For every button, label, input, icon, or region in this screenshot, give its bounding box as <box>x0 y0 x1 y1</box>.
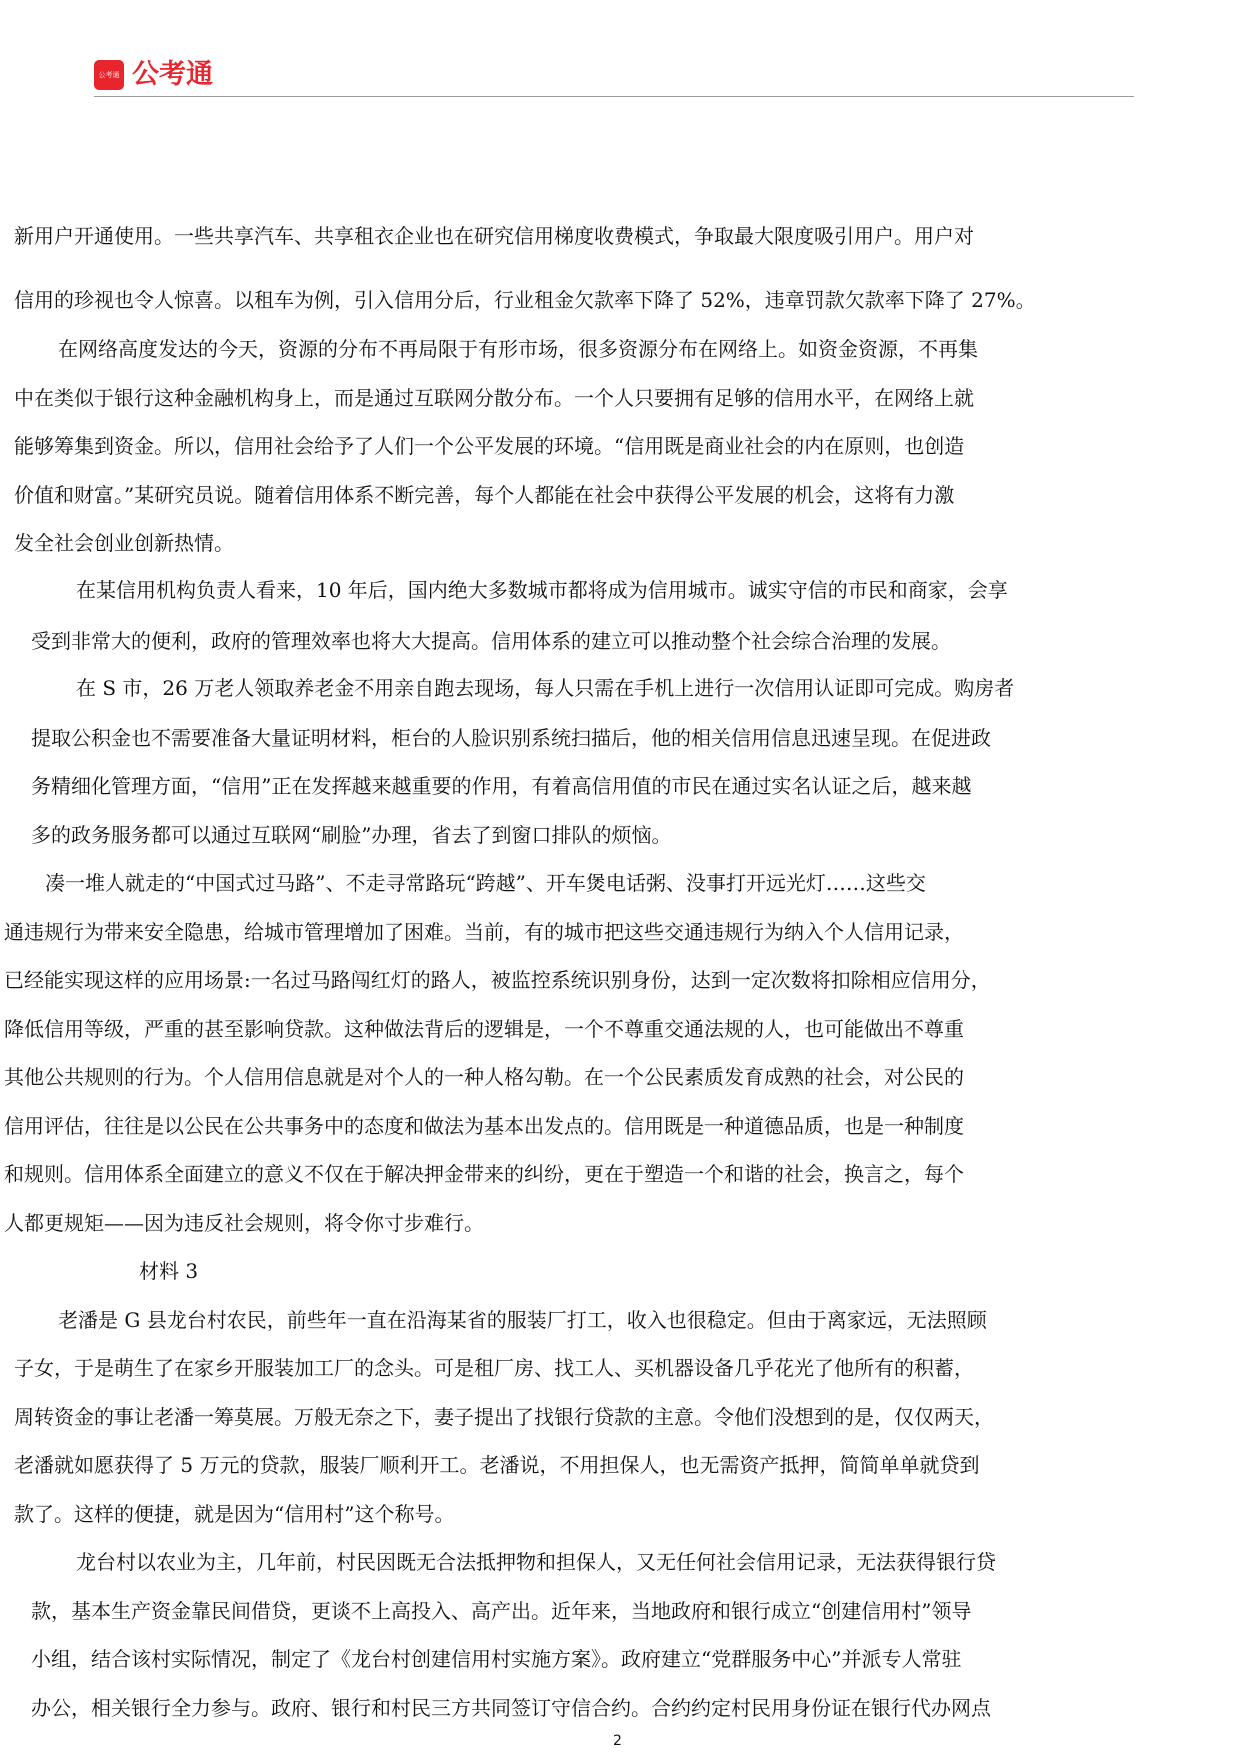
text-line: 在网络高度发达的今天，资源的分布不再局限于有形市场，很多资源分布在网络上。如资金资源，不再集 <box>58 337 978 361</box>
logo-badge: 公考通 <box>94 60 124 90</box>
text-line: 在 S 市，26 万老人领取养老金不用亲自跑去现场，每人只需在手机上进行一次信用认证即可完成。购房者 <box>76 676 1015 700</box>
text-line: 中在类似于银行这种金融机构身上，而是通过互联网分散分布。一个人只要拥有足够的信用水平，在网络上就 <box>14 386 974 410</box>
text-line: 款，基本生产资金靠民间借贷，更谈不上高投入、高产出。近年来，当地政府和银行成立“创建信用村”领导 <box>31 1599 972 1623</box>
page-number: 2 <box>613 1733 622 1749</box>
text-line: 和规则。信用体系全面建立的意义不仅在于解决押金带来的纠纷，更在于塑造一个和谐的社会，换言之，每个 <box>4 1162 964 1186</box>
text-line: 周转资金的事让老潘一筹莫展。万般无奈之下，妻子提出了找银行贷款的主意。令他们没想到的是，仅仅两天， <box>14 1405 994 1429</box>
text-line: 小组，结合该村实际情况，制定了《龙台村创建信用村实施方案》。政府建立“党群服务中心”并派专人常驻 <box>31 1647 962 1671</box>
text-line: 款了。这样的便捷，就是因为“信用村”这个称号。 <box>14 1502 455 1526</box>
logo-text: 公考通 <box>132 59 213 90</box>
text-line: 新用户开通使用。一些共享汽车、共享租衣企业也在研究信用梯度收费模式，争取最大限度吸引用户。用户对 <box>14 224 974 248</box>
text-line: 老潘就如愿获得了 5 万元的贷款，服装厂顺利开工。老潘说，不用担保人，也无需资产抵押，简简单单就贷到 <box>14 1453 980 1477</box>
text-line: 子女，于是萌生了在家乡开服装加工厂的念头。可是租厂房、找工人、买机器设备几乎花光了他所有的积蓄， <box>14 1356 974 1380</box>
text-line: 人都更规矩——因为违反社会规则，将令你寸步难行。 <box>4 1211 484 1235</box>
text-line: 能够筹集到资金。所以，信用社会给予了人们一个公平发展的环境。“信用既是商业社会的内在原则，也创造 <box>14 434 965 458</box>
text-line: 多的政务服务都可以通过互联网“刷脸”办理，省去了到窗口排队的烦恼。 <box>31 823 672 847</box>
text-line: 办公，相关银行全力参与。政府、银行和村民三方共同签订守信合约。合约约定村民用身份证在银行代办网点 <box>31 1696 991 1720</box>
text-line: 信用的珍视也令人惊喜。以租车为例，引入信用分后，行业租金欠款率下降了 52%，违章罚款欠款率下降了 27%。 <box>14 288 1036 312</box>
section-heading: 材料 3 <box>139 1259 199 1283</box>
text-line: 发全社会创业创新热情。 <box>14 531 234 555</box>
text-line: 龙台村以农业为主，几年前，村民因既无合法抵押物和担保人，又无任何社会信用记录，无法获得银行贷 <box>76 1550 996 1574</box>
text-line: 信用评估，往往是以公民在公共事务中的态度和做法为基本出发点的。信用既是一种道德品质，也是一种制度 <box>4 1114 964 1138</box>
page-header <box>94 57 1134 97</box>
text-line: 已经能实现这样的应用场景:一名过马路闯红灯的路人，被监控系统识别身份，达到一定次数将扣除相应信用分， <box>4 968 991 992</box>
text-line: 受到非常大的便利，政府的管理效率也将大大提高。信用体系的建立可以推动整个社会综合治理的发展。 <box>31 629 951 653</box>
text-line: 务精细化管理方面，“信用”正在发挥越来越重要的作用，有着高信用值的市民在通过实名认证之后，越来越 <box>31 774 972 798</box>
text-line: 通违规行为带来安全隐患，给城市管理增加了困难。当前，有的城市把这些交通违规行为纳入个人信用记录， <box>4 920 964 944</box>
header-divider <box>94 96 1134 97</box>
text-line: 提取公积金也不需要准备大量证明材料，柜台的人脸识别系统扫描后，他的相关信用信息迅速呈现。在促进政 <box>31 726 991 750</box>
text-line: 在某信用机构负责人看来，10 年后，国内绝大多数城市都将成为信用城市。诚实守信的市民和商家，会享 <box>76 578 1008 602</box>
text-line: 降低信用等级，严重的甚至影响贷款。这种做法背后的逻辑是，一个不尊重交通法规的人，也可能做出不尊重 <box>4 1017 964 1041</box>
text-line: 其他公共规则的行为。个人信用信息就是对个人的一种人格勾勒。在一个公民素质发育成熟的社会，对公民的 <box>4 1065 964 1089</box>
text-line: 价值和财富。”某研究员说。随着信用体系不断完善，每个人都能在社会中获得公平发展的机会，这将有力激 <box>14 483 955 507</box>
text-line: 老潘是 G 县龙台村农民，前些年一直在沿海某省的服装厂打工，收入也很稳定。但由于离家远，无法照顾 <box>58 1308 987 1332</box>
text-line: 凑一堆人就走的“中国式过马路”、不走寻常路玩“跨越”、开车煲电话粥、没事打开远光灯……这些交 <box>45 871 926 895</box>
